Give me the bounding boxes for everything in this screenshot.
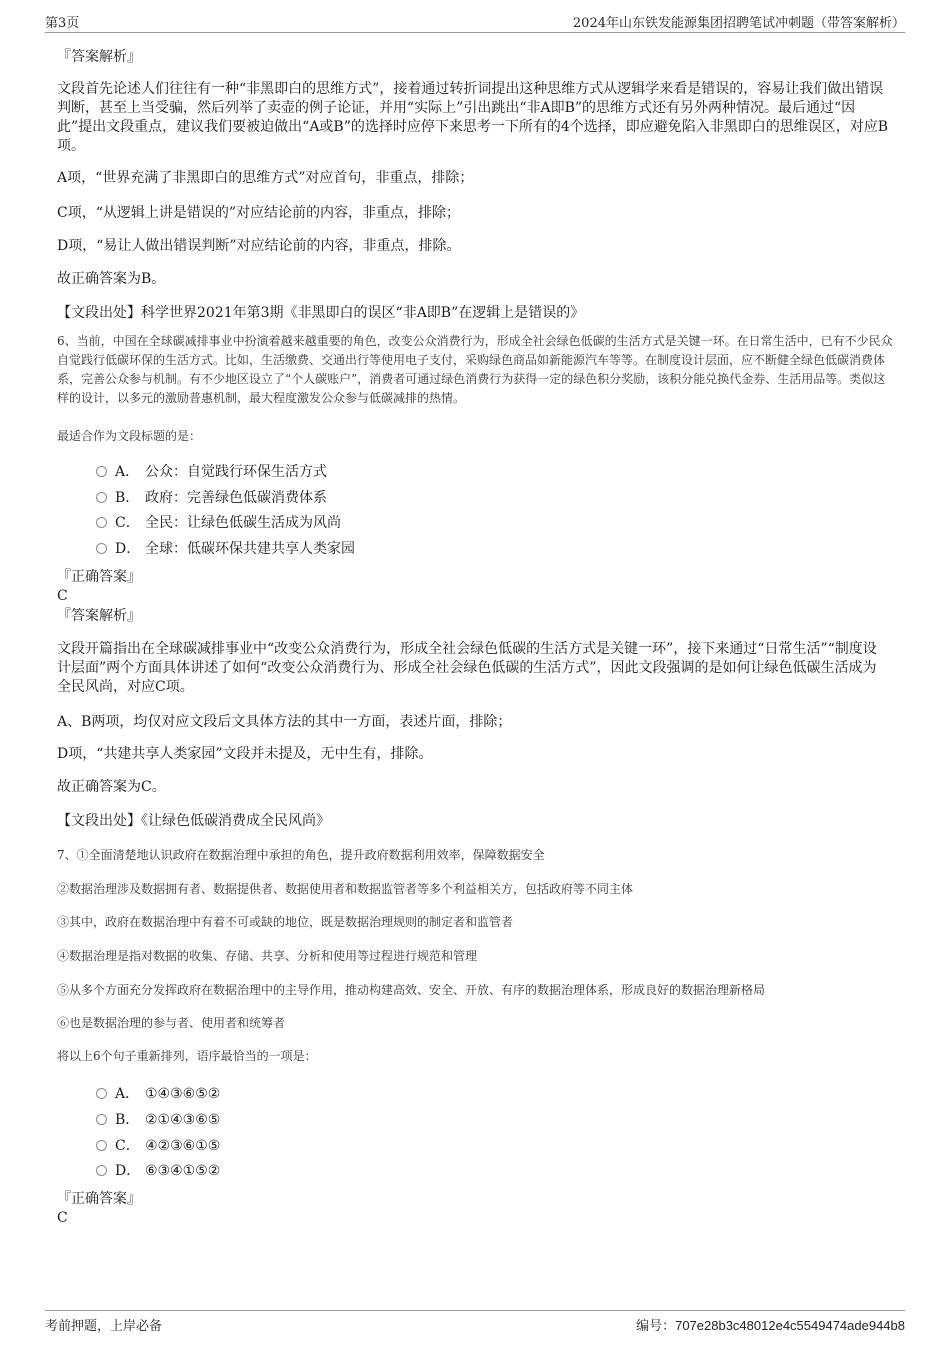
document-title: 2024年山东铁发能源集团招聘笔试冲刺题（带答案解析） — [572, 16, 905, 31]
radio-icon[interactable] — [96, 1088, 107, 1099]
q7-sentence-5: ⑤从多个方面充分发挥政府在数据治理中的主导作用，推动构建高效、安全、开放、有序的数据治理体系，形成良好的数据治理新格局 — [57, 983, 766, 997]
q7-option-c[interactable]: C． ④②③⑥①⑤ — [96, 1136, 220, 1156]
q7-answer-label: 『正确答案』 — [57, 1191, 141, 1207]
q6-option-d-note: D项，“共建共享人类家园”文段并未提及，无中生有，排除。 — [57, 746, 433, 762]
radio-icon[interactable] — [96, 1140, 107, 1151]
radio-icon[interactable] — [96, 517, 107, 528]
radio-icon[interactable] — [96, 466, 107, 477]
q6-option-c[interactable]: C． 全民：让绿色低碳生活成为风尚 — [96, 513, 341, 533]
radio-icon[interactable] — [96, 543, 107, 554]
page-number: 第3页 — [45, 16, 80, 31]
q5-option-c-note: C项，“从逻辑上讲是错误的”对应结论前的内容，非重点，排除； — [57, 205, 461, 221]
radio-icon[interactable] — [96, 492, 107, 503]
q6-stem: 6、当前，中国在全球碳减排事业中扮演着越来越重要的角色，改变公众消费行为，形成全社会绿色低碳的生活方式是关键一环。在日常生活中，已有不少民众自觉践行低碳环保的生活方式。比如，生活缴费、交通出行等使用电子支付，采购绿色商品如新能源汽车等等。在制度设计层面，应不断健全绿色低碳消费体系，完善公众参与机制。有不少地区设立了“个人碳账户”，消费者可通过绿色消费行为获得一定的绿色积分奖励，该积分能兑换代金券、生活用品等。类似这样的设计，以多元的激励普惠机制，最大程度激发公众参与低碳减排的热情。 — [57, 334, 893, 405]
q7-sentence-2: ②数据治理涉及数据拥有者、数据提供者、数据使用者和数据监管者等多个利益相关方，包括政府等不同主体 — [57, 882, 634, 896]
q5-option-a-note: A项，“世界充满了非黑即白的思维方式”对应首句，非重点，排除； — [57, 170, 474, 186]
q6-source: 【文段出处】《让绿色低碳消费成全民风尚》 — [57, 813, 330, 829]
footer-slogan: 考前押题，上岸必备 — [45, 1319, 163, 1334]
q5-analysis-label: 『答案解析』 — [57, 49, 141, 65]
q7-sentence-6: ⑥也是数据治理的参与者、使用者和统筹者 — [57, 1016, 286, 1030]
q5-option-d-note: D项，“易让人做出错误判断”对应结论前的内容，非重点，排除。 — [57, 238, 461, 254]
q5-analysis: 文段首先论述人们往往有一种“非黑即白的思维方式”，接着通过转折词提出这种思维方式从逻辑学来看是错误的，容易让我们做出错误判断，甚至上当受骗，然后列举了卖壶的例子论证，并用“实际上”引出跳出“非A即B”的思维方式还有另外两种情况。最后通过“因此”提出文段重点，建议我们要被迫做出“A或B”的选择时应停下来思考一下所有的4个选择，即应避免陷入非黑即白的思维误区，对应B项。 — [57, 81, 889, 154]
q6-analysis: 文段开篇指出在全球碳减排事业中“改变公众消费行为，形成全社会绿色低碳的生活方式是关键一环”，接下来通过“日常生活”“制度设计层面”两个方面具体讲述了如何“改变公众消费行为、形成全社会绿色低碳的生活方式”，因此文段强调的是如何让绿色低碳生活成为全民风尚，对应C项。 — [57, 641, 877, 695]
q6-answer: C — [57, 588, 68, 604]
q7-answer: C — [57, 1210, 68, 1226]
document-id: 编号：707e28b3c48012e4c5549474ade944b8 — [636, 1318, 905, 1333]
q6-option-ab-note: A、B两项，均仅对应文段后文具体方法的其中一方面，表述片面，排除； — [57, 714, 512, 730]
q7-option-d[interactable]: D． ⑥③④①⑤② — [96, 1161, 220, 1181]
page-header — [45, 10, 905, 33]
radio-icon[interactable] — [96, 1165, 107, 1176]
q6-conclusion: 故正确答案为C。 — [57, 779, 166, 795]
q6-option-a[interactable]: A． 公众：自觉践行环保生活方式 — [96, 462, 327, 482]
q6-option-b[interactable]: B． 政府：完善绿色低碳消费体系 — [96, 488, 327, 508]
q6-option-d[interactable]: D． 全球：低碳环保共建共享人类家园 — [96, 539, 355, 559]
radio-icon[interactable] — [96, 1114, 107, 1125]
q7-sentence-1: 7、①全面清楚地认识政府在数据治理中承担的角色，提升政府数据利用效率，保障数据安全 — [57, 848, 545, 862]
page-footer — [45, 1310, 905, 1334]
q6-question: 最适合作为文段标题的是： — [57, 429, 202, 443]
q5-conclusion: 故正确答案为B。 — [57, 271, 166, 287]
q7-question: 将以上6个句子重新排列，语序最恰当的一项是： — [57, 1049, 317, 1063]
q7-sentence-3: ③其中，政府在数据治理中有着不可或缺的地位，既是数据治理规则的制定者和监管者 — [57, 915, 514, 929]
q7-sentence-4: ④数据治理是指对数据的收集、存储、共享、分析和使用等过程进行规范和管理 — [57, 949, 478, 963]
q7-option-b[interactable]: B． ②①④③⑥⑤ — [96, 1110, 220, 1130]
q7-option-a[interactable]: A． ①④③⑥⑤② — [96, 1084, 220, 1104]
q5-source: 【文段出处】科学世界2021年第3期《非黑即白的误区“非A即B”在逻辑上是错误的》 — [57, 305, 585, 321]
q6-answer-label: 『正确答案』 — [57, 569, 141, 585]
q6-analysis-label: 『答案解析』 — [57, 608, 141, 624]
